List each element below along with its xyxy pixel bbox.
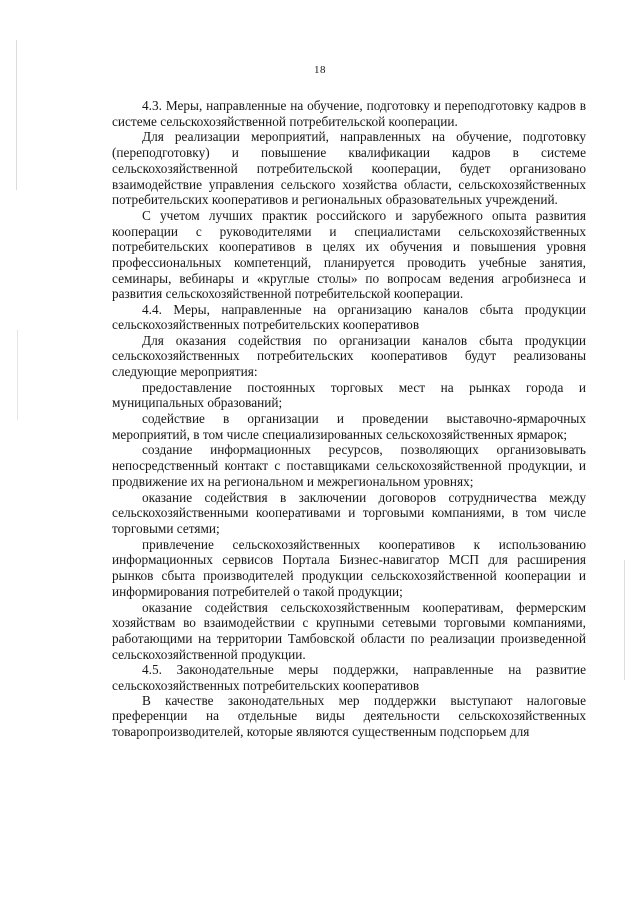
paragraph: Для оказания содействия по организации каналов сбыта продукции сельскохозяйственных потребительских кооперативов будут реализованы следующие мероприятия:	[112, 332, 586, 379]
page-body	[112, 98, 586, 740]
list-item: предоставление постоянных торговых мест на рынках города и муниципальных образований;	[112, 379, 586, 411]
list-item: содействие в организации и проведении выставочно-ярмарочных мероприятий, в том числе специализированных сельскохозяйственных ярмарок;	[112, 411, 586, 442]
section-heading: 4.3. Меры, направленные на обучение, подготовку и переподготовку кадров в системе сельскохозяйственной потребительской кооперации.	[112, 98, 586, 129]
paragraph: Для реализации мероприятий, направленных на обучение, подготовку (переподготовку) и повышение квалификации кадров в системе сельскохозяйственной потребительской кооперации, будет организовано взаимодействие управления сельского хозяйства области, сельскохозяйственных потребительских кооперативов и региональных образовательных учреждений.	[112, 129, 586, 208]
paragraph: С учетом лучших практик российского и зарубежного опыта развития кооперации с руководителями и специалистами сельскохозяйственных потребительских кооперативов в целях их обучения и повышения уровня профессиональных компетенций, планируется проводить учебные занятия, семинары, вебинары и «круглые столы» по вопросам ведения агробизнеса и развития сельскохозяйственной потребительской кооперации.	[112, 207, 586, 302]
list-item: оказание содействия в заключении договоров сотрудничества между сельскохозяйственными кооперативами и торговыми компаниями, в том числе торговыми сетями;	[112, 489, 586, 536]
list-item: создание информационных ресурсов, позволяющих организовывать непосредственный контакт с поставщиками сельскохозяйственной продукции, и продвижение их на региональном и межрегиональном уровнях;	[112, 442, 586, 489]
page-number: 18	[314, 64, 326, 76]
list-item: оказание содействия сельскохозяйственным кооперативам, фермерским хозяйствам во взаимодействии с крупными сетевыми торговыми компаниями, работающими на территории Тамбовской области по реализации произведенной сельскохозяйственной продукции.	[112, 599, 586, 662]
left-margin-scan-mark	[17, 330, 18, 420]
list-item: привлечение сельскохозяйственных кооперативов к использованию информационных сервисов Портала Бизнес-навигатор МСП для расширения рынков сбыта производителей продукции сельскохозяйственной кооперации и информирования потребителей о такой продукции;	[112, 536, 586, 599]
left-margin-scan-mark	[16, 40, 17, 190]
paragraph: В качестве законодательных мер поддержки выступают налоговые преференции на отдельные виды деятельности сельскохозяйственных товаропроизводителей, которые являются существенным подспорьем для	[112, 692, 586, 740]
section-heading: 4.4. Меры, направленные на организацию каналов сбыта продукции сельскохозяйственных потребительских кооперативов	[112, 302, 586, 333]
section-heading: 4.5. Законодательные меры поддержки, направленные на развитие сельскохозяйственных потребительских кооперативов	[112, 662, 586, 693]
right-margin-scan-mark	[624, 560, 625, 680]
